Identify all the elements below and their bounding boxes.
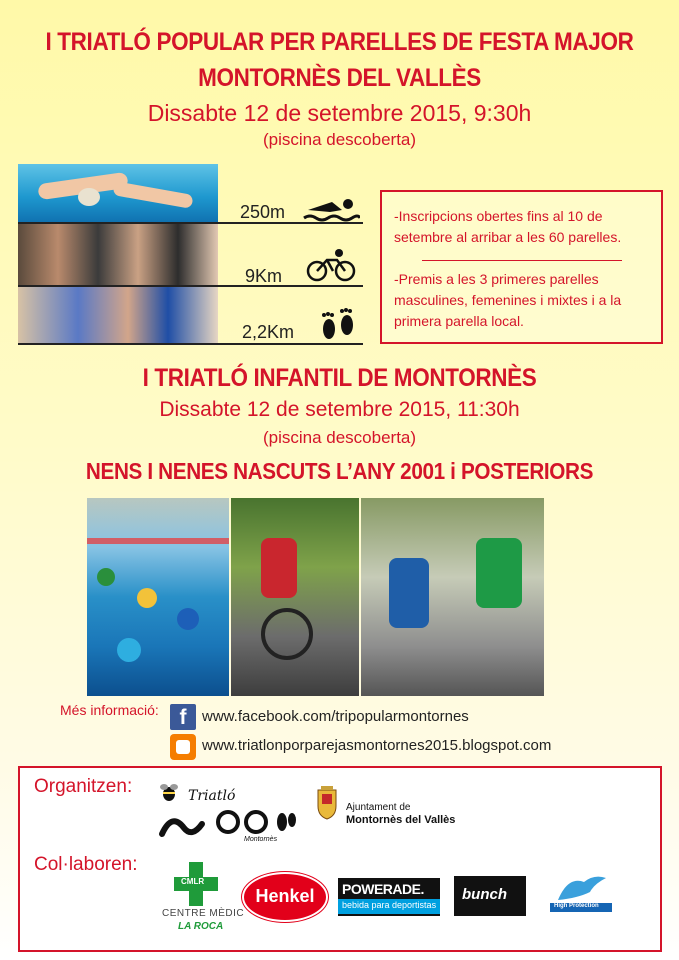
henkel-logo: Henkel (242, 872, 328, 922)
bird-icon (554, 872, 610, 904)
coat-of-arms-icon (314, 786, 340, 820)
powerade-logo: POWERADE. bebida para deportistas (338, 878, 440, 916)
bicycle-icon (305, 248, 357, 282)
swimmer-icon (302, 196, 360, 222)
registration-info-box (380, 190, 663, 344)
swim-distance: 250m (240, 202, 286, 222)
facebook-icon[interactable]: f (170, 704, 196, 730)
organizers-label: Organitzen: (34, 776, 133, 797)
registration-note: -Inscripcions obertes fins al 10 de setembre al arribar a les 60 parelles. (394, 208, 622, 245)
prizes-note: -Premis a les 3 primeres parelles masculines, femenines i mixtes i a la primera parella local. (394, 271, 622, 329)
event-date: Dissabte 12 de setembre 2015, 9:30h (147, 100, 532, 126)
collaborators-label: Col·laboren: (34, 854, 138, 875)
info-divider (422, 260, 622, 261)
sponsors-box (18, 766, 662, 952)
running-photo (18, 286, 218, 344)
distance-divider (18, 222, 363, 224)
bee-icon (158, 782, 180, 804)
footprints-icon (318, 304, 358, 342)
bike-distance: 9Km (245, 266, 283, 286)
main-title: I TRIATLÓ POPULAR PER PARELLES DE FESTA MAJOR (45, 28, 634, 56)
cycling-photo (18, 224, 218, 286)
triatlo-wordmark-graphic (158, 804, 298, 840)
kids-eligibility: NENS I NENES NASCUTS L’ANY 2001 i POSTERIORS (85, 458, 594, 484)
facebook-link[interactable]: www.facebook.com/tripopularmontornes (202, 708, 469, 725)
distance-divider (18, 343, 363, 345)
kids-swimming-photo (87, 498, 229, 696)
event-venue: (piscina descoberta) (262, 130, 417, 149)
distance-divider (18, 285, 363, 287)
kids-venue: (piscina descoberta) (262, 428, 417, 447)
swimming-photo (18, 164, 218, 224)
kids-date: Dissabte 12 de setembre 2015, 11:30h (159, 398, 520, 421)
blogger-icon[interactable] (170, 734, 196, 760)
run-distance: 2,2Km (242, 322, 295, 342)
kids-title: I TRIATLÓ INFANTIL DE MONTORNÈS (142, 364, 537, 392)
bunch-logo: bunch (454, 876, 526, 916)
more-info-label: Més informació: (60, 702, 159, 718)
triatlo-montornes-logo: Triatló Montornès (158, 782, 298, 842)
high-protection-logo: High Protection (548, 872, 618, 920)
disciplines-photo-strip (18, 164, 218, 344)
kids-cycling-photo (231, 498, 359, 696)
centre-medic-logo: CMLR CENTRE MÈDIC LA ROCA (162, 862, 242, 942)
ajuntament-logo: Ajuntament de Montornès del Vallès (314, 786, 464, 836)
kids-running-photo (361, 498, 544, 696)
location-title: MONTORNÈS DEL VALLÈS (198, 64, 481, 92)
blog-link[interactable]: www.triatlonporparejasmontornes2015.blogspot.com (202, 737, 552, 754)
